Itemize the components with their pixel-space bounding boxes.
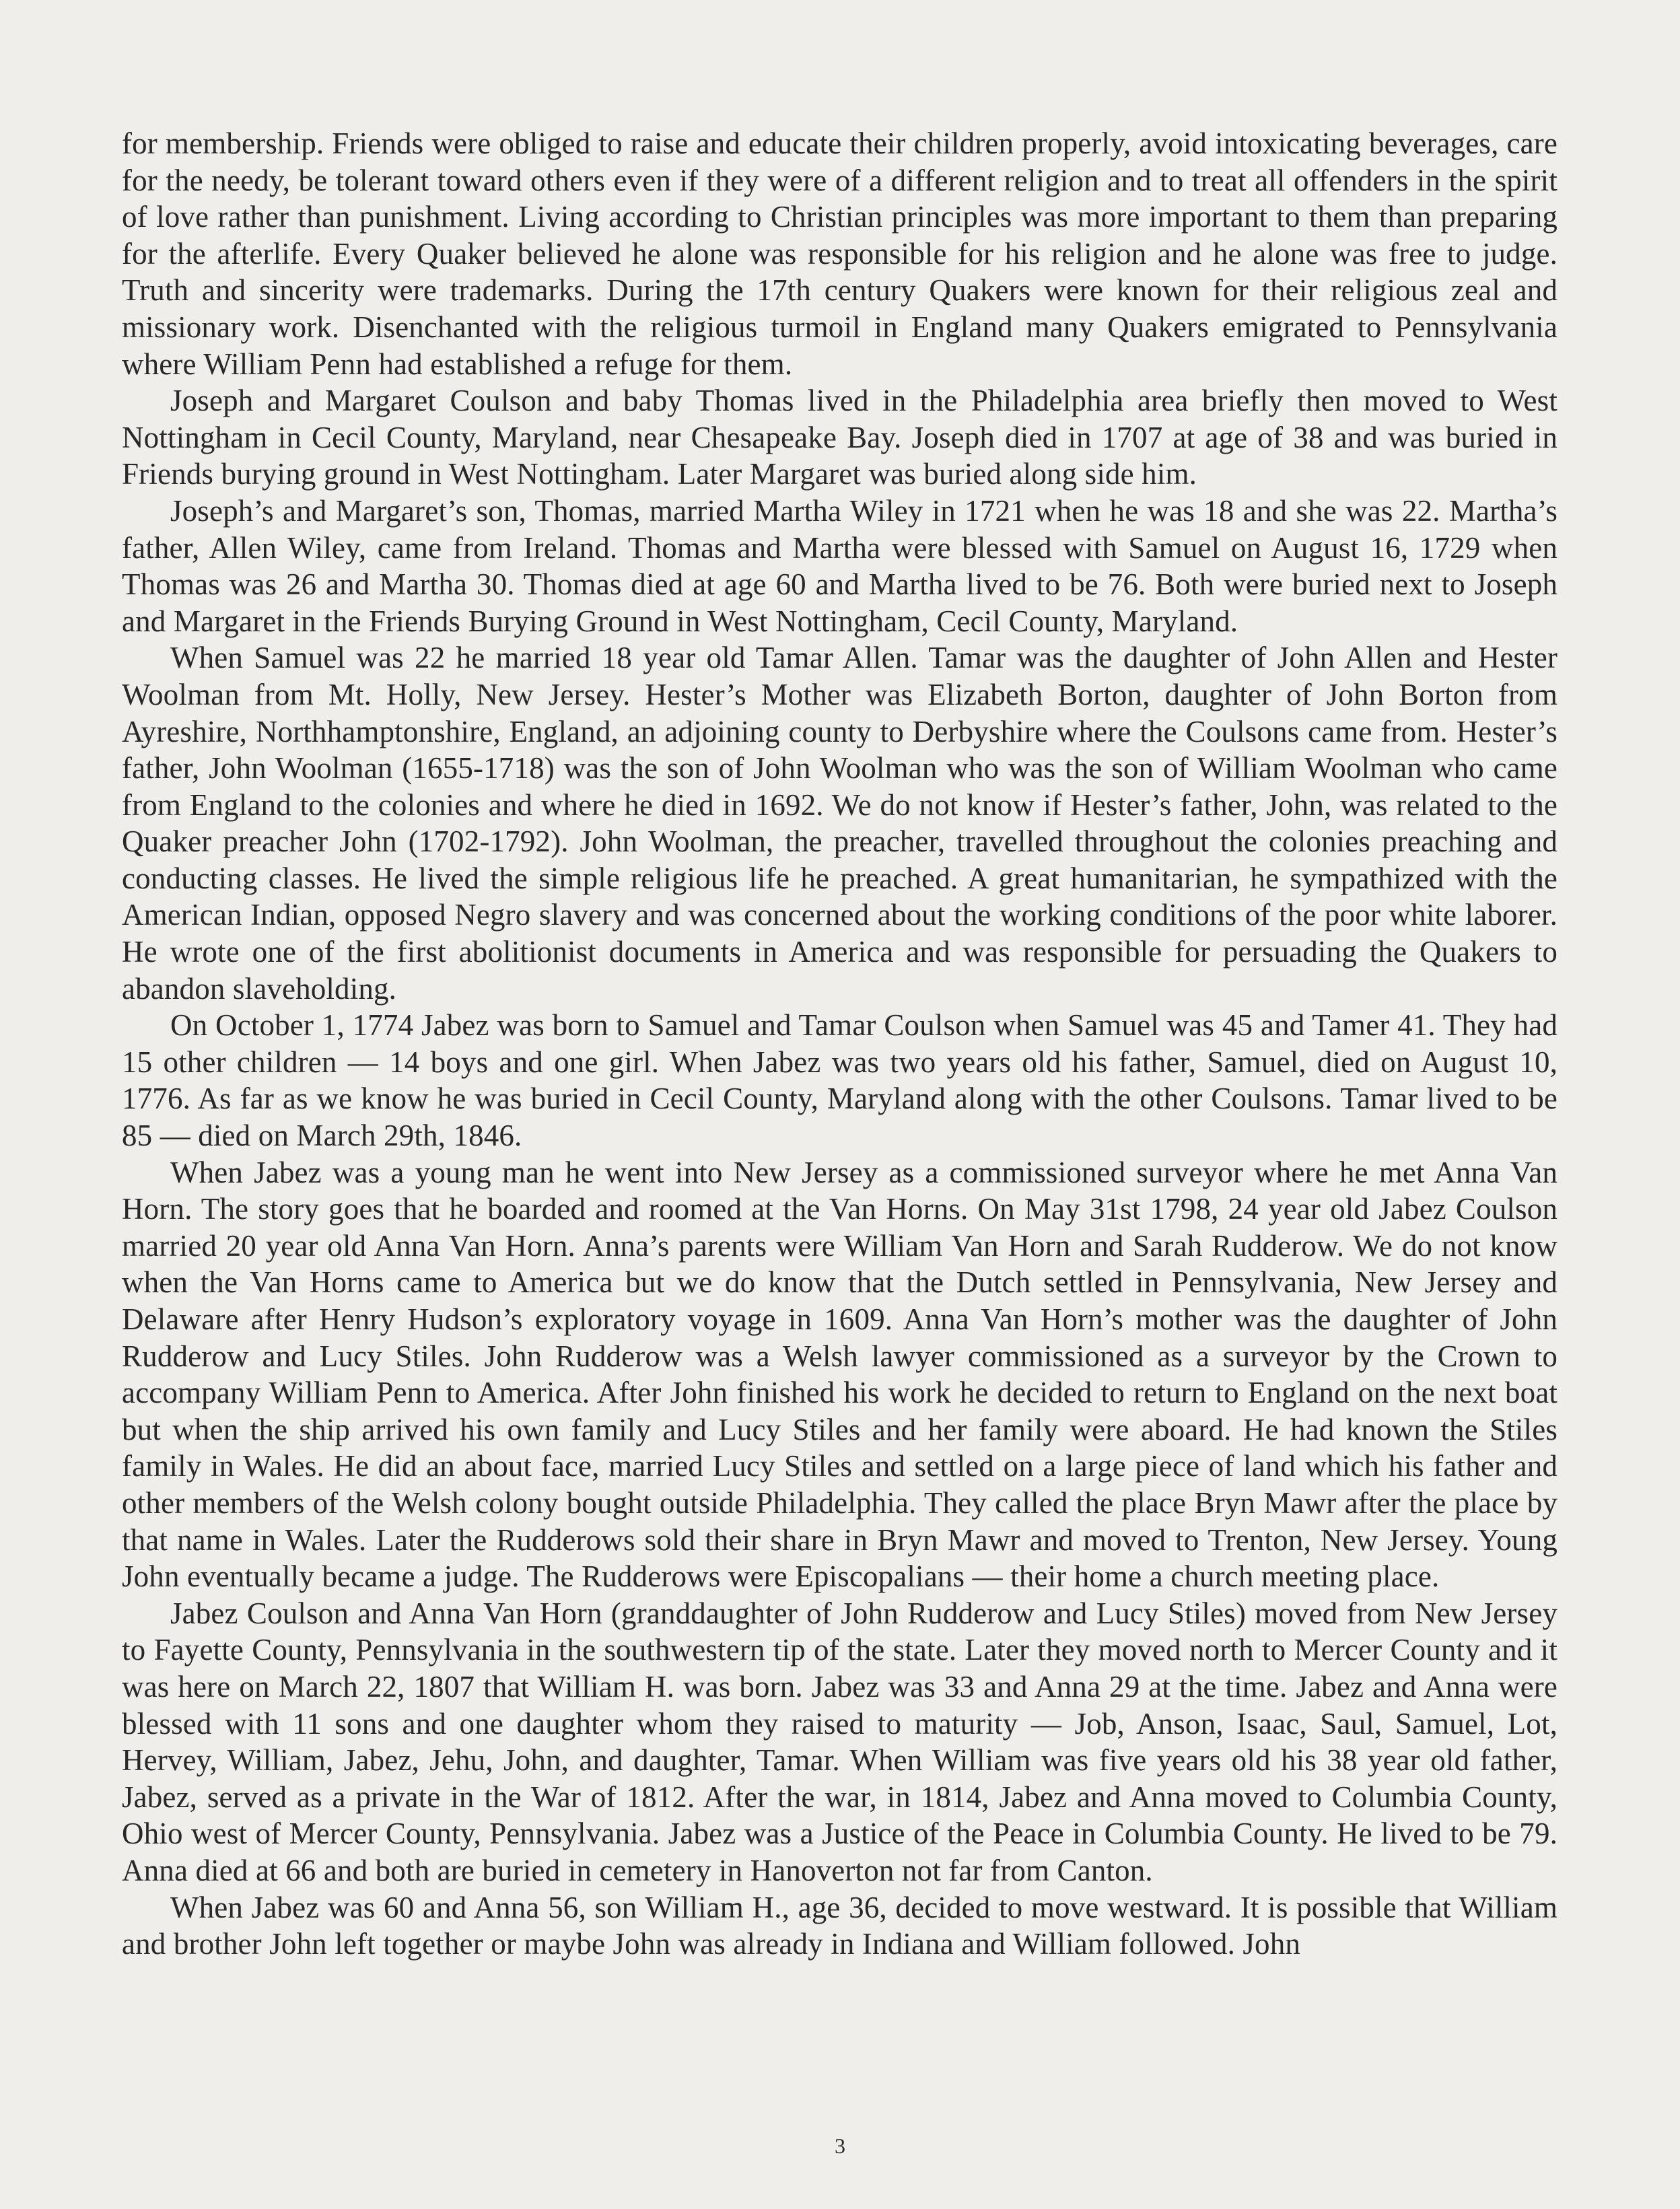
paragraph-jabez-birth: On October 1, 1774 Jabez was born to Samuel and Tamar Coulson when Samuel was 45 and Tamer 41. They had 15 other children — 14 boys and one girl. When Jabez was two years old his father, Samuel, died on August 10, 1776. As far as we know he was buried in Cecil County, Maryland along with the other Coulsons. Tamar lived to be 85 — died on March 29th, 1846. (122, 1008, 1558, 1153)
paragraph-move-westward: When Jabez was 60 and Anna 56, son William H., age 36, decided to move westward. It is possible that William and brother John left together or maybe John was already in Indiana and William followed. John (122, 1890, 1558, 1961)
paragraph-jabez-anna-van-horn: When Jabez was a young man he went into New Jersey as a commissioned surveyor where he met Anna Van Horn. The story goes that he boarded and roomed at the Van Horns. On May 31st 1798, 24 year old Jabez Coulson married 20 year old Anna Van Horn. Anna’s parents were William Van Horn and Sarah Rudderow. We do not know when the Van Horns came to America but we do know that the Dutch settled in Pennsylvania, New Jersey and Delaware after Henry Hudson’s exploratory voyage in 1609. Anna Van Horn’s mother was the daughter of John Rudderow and Lucy Stiles. John Rudderow was a Welsh lawyer commissioned as a surveyor by the Crown to accompany William Penn to America. After John finished his work he decided to return to England on the next boat but when the ship arrived his own family and Lucy Stiles and her family were aboard. He had known the Stiles family in Wales. He did an about face, married Lucy Stiles and settled on a large piece of land which his father and other members of the Welsh colony bought outside Philadelphia. They called the place Bryn Mawr after the place by that name in Wales. Later the Rudderows sold their share in Bryn Mawr and moved to Trenton, New Jersey. Young John eventually became a judge. The Rudderows were Episcopalians — their home a church meeting place. (122, 1155, 1558, 1594)
page-number: 3 (835, 2134, 845, 2158)
paragraph-quaker-beliefs: for membership. Friends were obliged to raise and educate their children properly, avoid intoxicating beverages, care for the needy, be tolerant toward others even if they were of a different religion and to treat all offenders in the spirit of love rather than punishment. Living according to Christian principles was more important to them than preparing for the afterlife. Every Quaker believed he alone was responsible for his religion and he alone was free to judge. Truth and sincerity were trademarks. During the 17th century Quakers were known for their religious zeal and missionary work. Disenchanted with the religious turmoil in England many Quakers emigrated to Pennsylvania where William Penn had established a refuge for them. (122, 127, 1558, 381)
document-body (122, 125, 1558, 1963)
paragraph-move-to-ohio: Jabez Coulson and Anna Van Horn (granddaughter of John Rudderow and Lucy Stiles) moved from New Jersey to Fayette County, Pennsylvania in the southwestern tip of the state. Later they moved north to Mercer County and it was here on March 22, 1807 that William H. was born. Jabez was 33 and Anna 29 at the time. Jabez and Anna were blessed with 11 sons and one daughter whom they raised to maturity — Job, Anson, Isaac, Saul, Samuel, Lot, Hervey, William, Jabez, Jehu, John, and daughter, Tamar. When William was five years old his 38 year old father, Jabez, served as a private in the War of 1812. After the war, in 1814, Jabez and Anna moved to Columbia County, Ohio west of Mercer County, Pennsylvania. Jabez was a Justice of the Peace in Columbia County. He lived to be 79. Anna died at 66 and both are buried in cemetery in Hanoverton not far from Canton. (122, 1596, 1558, 1887)
paragraph-thomas-martha: Joseph’s and Margaret’s son, Thomas, married Martha Wiley in 1721 when he was 18 and she was 22. Martha’s father, Allen Wiley, came from Ireland. Thomas and Martha were blessed with Samuel on August 16, 1729 when Thomas was 26 and Martha 30. Thomas died at age 60 and Martha lived to be 76. Both were buried next to Joseph and Margaret in the Friends Burying Ground in West Nottingham, Cecil County, Maryland. (122, 493, 1558, 638)
paragraph-joseph-margaret: Joseph and Margaret Coulson and baby Thomas lived in the Philadelphia area briefly then moved to West Nottingham in Cecil County, Maryland, near Chesapeake Bay. Joseph died in 1707 at age of 38 and was buried in Friends burying ground in West Nottingham. Later Margaret was buried along side him. (122, 384, 1558, 491)
paragraph-samuel-tamar: When Samuel was 22 he married 18 year old Tamar Allen. Tamar was the daughter of John Allen and Hester Woolman from Mt. Holly, New Jersey. Hester’s Mother was Elizabeth Borton, daughter of John Borton from Ayreshire, Northhamptonshire, England, an adjoining county to Derbyshire where the Coulsons came from. Hester’s father, John Woolman (1655-1718) was the son of John Woolman who was the son of William Woolman who came from England to the colonies and where he died in 1692. We do not know if Hester’s father, John, was related to the Quaker preacher John (1702-1792). John Woolman, the preacher, travelled throughout the colonies preaching and conducting classes. He lived the simple religious life he preached. A great humanitarian, he sympathized with the American Indian, opposed Negro slavery and was concerned about the working conditions of the poor white laborer. He wrote one of the first abolitionist documents in America and was responsible for persuading the Quakers to abandon slaveholding. (122, 641, 1558, 1006)
